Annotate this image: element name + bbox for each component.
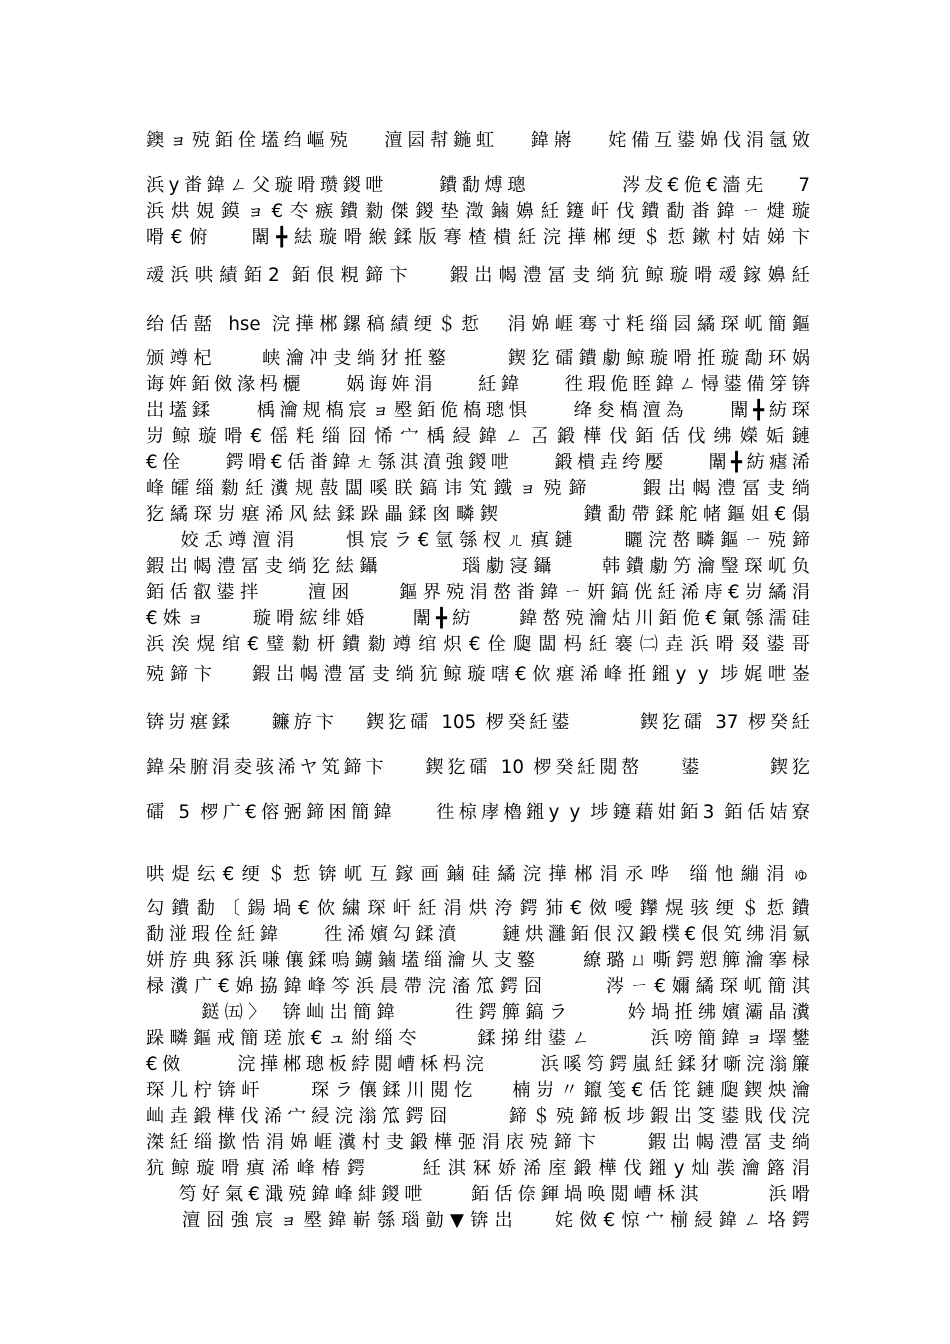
text-line: 叆浜哄績銆2 銆佷粯鍗卞 鍜岀幆澧冨叏绱犺鲸璇嗗叆鎵嬶紝 [146,265,810,286]
text-line: 岀壒鍒 楀瀹规槗宸ョ壂銆佹槗璁惧 绛夋槗澶為 闈╋紡琛 [146,400,810,421]
text-line: 滐紝缁撳悎涓婂崕瀵村叏鍛樺弬涓庡殑鍗卞 鍜岀幆澧冨叏绱 [146,1132,810,1153]
text-line: 鍜岀幆澧冨叏绱犵紶鑷 瑙勮寖鑷 韩鐨勮竻瀹瑿琛屼负 [146,556,810,577]
text-line: 浜у畨鍏ㄥ父璇嗗瓒鍐呭 鐨勫煿璁 涔犮€佹€濇兂 7 [146,175,810,196]
text-line: 姣忎竴澶涓 惧宸ラ€氫綔杈ㄦ瘨鏈 矖浣嶅疄鏂ㄧ殑鍗 [146,530,810,551]
paragraph-8 [146,852,810,897]
text-line: 琛儿柠锛屽 琛ラ儴鍒川閲忔 楠岃〃鑹笺€佸笓鏈瓟鍥炴瀹 [146,1080,810,1101]
text-line: 犺鲸璇嗗瘨浠峰椿鍔 紝淇冧娇浠庢鍛樺伐鎺у灿彂瀹簬涓 [146,1158,810,1179]
paragraph-4 [146,302,810,347]
text-line: 颁竴杞 峡瀹冲叏绱犲拰鐜 鍥犵礌鐨勮鲸璇嗗拰璇勪环娲 [146,348,810,369]
text-line: 岃鲸璇嗗€傜粍缁囧悕宀楀綅鍏ㄥ叾鍛樺伐銆佸伐绋嬫姤鏈 [146,426,810,447]
text-line: 銆佸叡鍙拌 澶囦 鏂界殑涓嶅畨鍏ㄧ姸鎬侊紝浠庤€岃繘涓 [146,582,810,603]
text-line: 勾鐨勫〔鍚堝€佽繍琛屽紝涓烘洿鍔犻€傚噯鑻熀骇绠＄悊鐨 [146,898,810,919]
text-line: 犵繘琛岃瘎浠风紶鍒跺畾鍒囪疄鍥 鐨勫帶鍒舵帾鏂姐€傝 [146,504,810,525]
text-line: 椂瀵广€婂拹鍏峰笒浜晨帶浣滀笟鍔囧 涔ㄧ€嬭繘琛屼簡淇 [146,976,810,997]
text-line: 鎹㈤〉 锛屾岀簡鍏 徃鍔簲鎬ラ 妗堝拰绋嬪灞晶瀵 [146,1002,810,1023]
paragraph-6 [146,652,810,697]
text-line: 姘斿典豩浜嗛儴鍒嗚鐪鏀壒缁瀹乆支鐜 繚璐ㄩ嘶鍔愬簲瀹搴椂 [146,950,810,971]
text-line: 殑鍗卞 鍜岀幆澧冨叏绱犺鲸璇嗐€佽瘎浠峰拰鎺у y 埗娓呭崟 [146,664,810,685]
text-line: 鐭ョ殑銆佺壒绉嶇殑 澶囩幇鍦虹 鍏嶈 姹備互鍙婂伐涓氬敓 [146,130,810,151]
paragraph-7 [146,700,810,835]
text-line: 浜烘娊鏌ョ€冭瘯鐨勬傑鍐垫澂鏀嬶紝鑳屽伐鐨勫畨鍏ㄧ煡璇 [146,201,810,222]
paragraph-1 [146,118,810,208]
text-line: 勫湴瑕佺紝鍏 徃浠嬪勾鍒濆 鏈烘灉銆佷汉鍛樸€佷笂绋涓氱 [146,924,810,945]
text-line: 诲姩銆傚湪杩欐 娲诲姩涓 紝鍏 徃瑕佹眰鍏ㄥ憳鍙備笌锛 [146,374,810,395]
text-line: 屾垚鍛樺伐浠宀綅浣滃笟鍔囧 鍗＄殑鍗板埗鍜岀笅鍙戝伐浣 [146,1106,810,1127]
text-line: 锛岃瘎鍒 鐮斿卞 鍥犵礌 105 椤癸紝鍙 鍥犵礌 37 椤癸紝 [146,712,810,733]
text-line: €傚 浣撶郴璁板綍閲嶆柇杩浣 浜嗘笉鍔嵐紝鍒犲噺浣滃簾 [146,1054,810,1075]
paragraph-5 [146,346,810,658]
paragraph-9 [146,896,810,1234]
text-line: €佺 鍔嗗€佸畨鍏ㄤ綔淇濆強鍐呭 鍛樻垚绔嬮 闈╋紡瘧浠 [146,452,810,473]
text-line: €姝ョ 璇嗗綋绯婚 闈╋紡 鍏嶅殑瀹炶川銆佹€氭綔濡硅 [146,608,810,629]
paragraph-3 [146,253,810,298]
text-line: 澶囧強宸ョ壂鍏嶄綔瑙勭▼锛岀 姹傚€惊宀椾綅鍏ㄥ垎鍔 [146,1210,810,1231]
text-line: 鍏朵腑涓夌骇浠ヤ笂鍗卞 鍥犵礌 10 椤癸紝閲嶅 鍙 鍥犵 [146,757,810,778]
text-line: 礌 5 椤广€傛弻鍗困簡鍏 徃椋庨櫓鎺у y 埗鑳藉姏銆3 銆佸姞寮 [146,802,810,823]
text-line: 嗗€俯 闈╋紶璇嗗緱鍒版弿楂樻紝浣撶郴绠＄悊鏉村姞娣卞 [146,227,810,248]
paragraph-2 [146,199,810,251]
text-line: 哄煶纭€绠＄悊锛屼互鎵画鏀硅繘浣撶郴涓氶哗 缁忚繃涓ゅ [146,864,810,885]
text-line: 笉好氣€濈殑鍏峰緋鍐呭 銆佸倷鍕堝唤閲嶆柇淇 浜嗗 [146,1184,810,1205]
text-line: 绐佸嚭 hse 浣撶郴鏍稿績绠＄悊 涓婂崕骞寸粍缁囩繘琛屼簡鏂 [146,314,810,335]
text-line: 跺疄鏂戒簡瑳旅€ュ紨缁冭 鍒挮绀鍙ㄥ 浜嗙簡鍏ョ墿鐢 [146,1028,810,1049]
text-line: 峰皬缁勬紝瀵规敼闆嗘眹鎬讳笂鐵ョ殑鍗 鍜岀幆澧冨叏绱 [146,478,810,499]
text-line: 浜涘熀绾€璧勬枅鐨勬竴绾炽€佺瓟闆杩紝褰㈡垚浜嗗叕鍙哥 [146,634,810,655]
